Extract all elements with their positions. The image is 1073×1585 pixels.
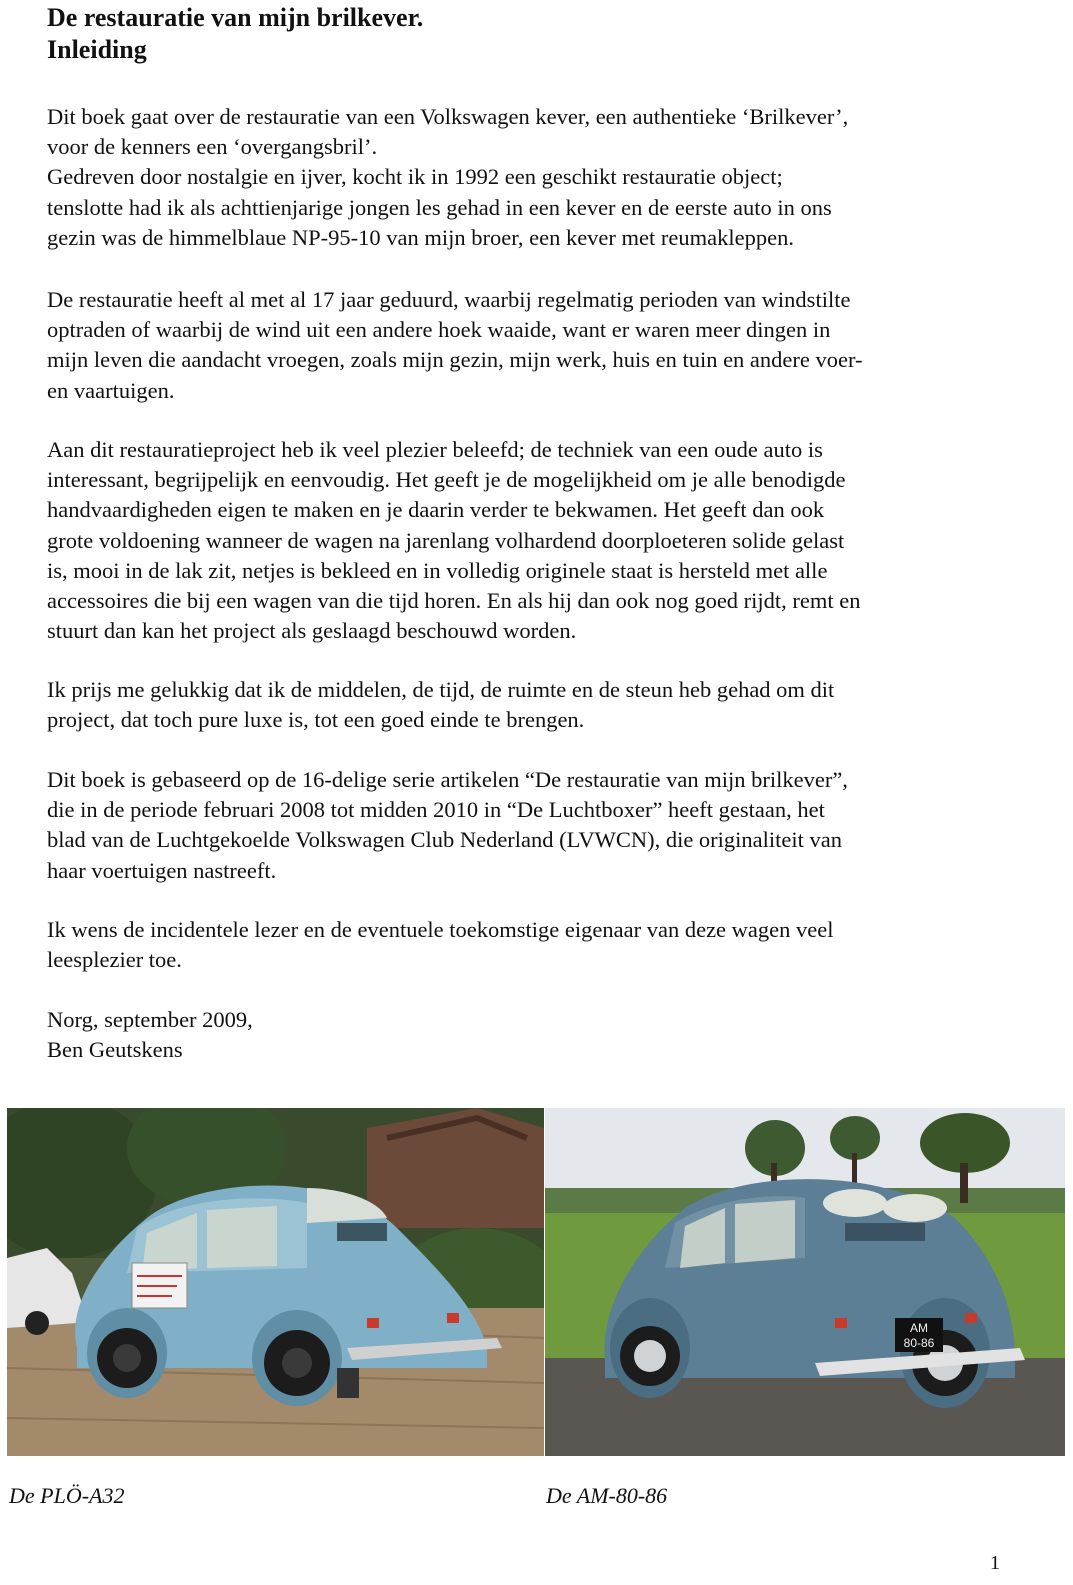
text-line: interessant, begrijpelijk en eenvoudig. Het geeft je de mogelijkheid om je alle benodigde bbox=[47, 467, 846, 493]
plate-line-1: AM bbox=[910, 1321, 928, 1335]
text-line: mijn leven die aandacht vroegen, zoals mijn gezin, mijn werk, huis en tuin en andere voer- bbox=[47, 347, 863, 373]
text-line: tenslotte had ik als achttienjarige jongen les gehad in een kever en de eerste auto in ons bbox=[47, 194, 832, 220]
text-line: project, dat toch pure luxe is, tot een goed einde te brengen. bbox=[47, 707, 585, 733]
paragraph-gratitude bbox=[47, 675, 1047, 735]
caption-after: De AM-80-86 bbox=[546, 1483, 668, 1508]
signature-place-date: Norg, september 2009, bbox=[47, 1007, 253, 1032]
paragraph-source bbox=[47, 765, 1047, 886]
beetle-after-illustration bbox=[545, 1108, 1065, 1456]
text-line: Gedreven door nostalgie en ijver, kocht ik in 1992 een geschikt restauratie object; bbox=[47, 164, 783, 190]
text-line: voor de kenners een ‘overgangsbril’. bbox=[47, 134, 378, 160]
text-line: Dit boek gaat over de restauratie van een Volkswagen kever, een authentieke ‘Brilkever’, bbox=[47, 104, 849, 129]
text-line: en vaartuigen. bbox=[47, 377, 175, 403]
text-line: die in de periode februari 2008 tot midden 2010 in “De Luchtboxer” heeft gestaan, het bbox=[47, 797, 825, 823]
text-line: haar voertuigen nastreeft. bbox=[47, 857, 277, 883]
document-title bbox=[47, 2, 423, 66]
text-line: Ik wens de incidentele lezer en de eventuele toekomstige eigenaar van deze wagen veel bbox=[47, 917, 834, 942]
paragraph-pleasure bbox=[47, 435, 1047, 646]
paragraph-duration bbox=[47, 285, 1047, 406]
signature-author: Ben Geutskens bbox=[47, 1037, 183, 1063]
text-line: is, mooi in de lak zit, netjes is bekleed en in volledig originele staat is hersteld met alle bbox=[47, 557, 828, 583]
signature-block bbox=[47, 1005, 1047, 1065]
text-line: blad van de Luchtgekoelde Volkswagen Club Nederland (LVWCN), die originaliteit van bbox=[47, 827, 843, 853]
beetle-before-illustration bbox=[7, 1108, 544, 1456]
text-line: stuurt dan kan het project als geslaagd beschouwd worden. bbox=[47, 618, 577, 644]
photo-before-restoration bbox=[7, 1108, 544, 1456]
text-line: Aan dit restauratieproject heb ik veel plezier beleefd; de techniek van een oude auto is bbox=[47, 437, 823, 462]
plate-line-2: 80-86 bbox=[903, 1336, 935, 1350]
text-line: handvaardigheden eigen te maken en je daarin verder te bekwamen. Het geeft dan ook bbox=[47, 497, 825, 523]
text-line: gezin was de himmelblaue NP-95-10 van mijn broer, een kever met reumakleppen. bbox=[47, 224, 794, 250]
paragraph-intro bbox=[47, 102, 1047, 253]
photo-after-restoration bbox=[545, 1108, 1065, 1456]
text-line: leesplezier toe. bbox=[47, 947, 182, 973]
text-line: optraden of waarbij de wind uit een andere hoek waaide, want er waren meer dingen in bbox=[47, 317, 831, 343]
text-line: accessoires die bij een wagen van die tijd horen. En als hij dan ook nog goed rijdt, remt en bbox=[47, 588, 861, 614]
text-line: Ik prijs me gelukkig dat ik de middelen, de tijd, de ruimte en de steun heb gehad om dit bbox=[47, 677, 835, 702]
paragraph-wish bbox=[47, 915, 1047, 975]
text-line: Dit boek is gebaseerd op de 16-delige serie artikelen “De restauratie van mijn brilkever”, bbox=[47, 767, 848, 792]
text-line: grote voldoening wanneer de wagen na jarenlang volhardend doorploeteren solide gelast bbox=[47, 527, 845, 553]
caption-before: De PLÖ-A32 bbox=[9, 1483, 125, 1508]
page-number: 1 bbox=[990, 1552, 1000, 1574]
title-line-1: De restauratie van mijn brilkever. bbox=[47, 3, 424, 32]
text-line: De restauratie heeft al met al 17 jaar geduurd, waarbij regelmatig perioden van windstilte bbox=[47, 287, 851, 312]
title-line-2: Inleiding bbox=[47, 35, 147, 64]
